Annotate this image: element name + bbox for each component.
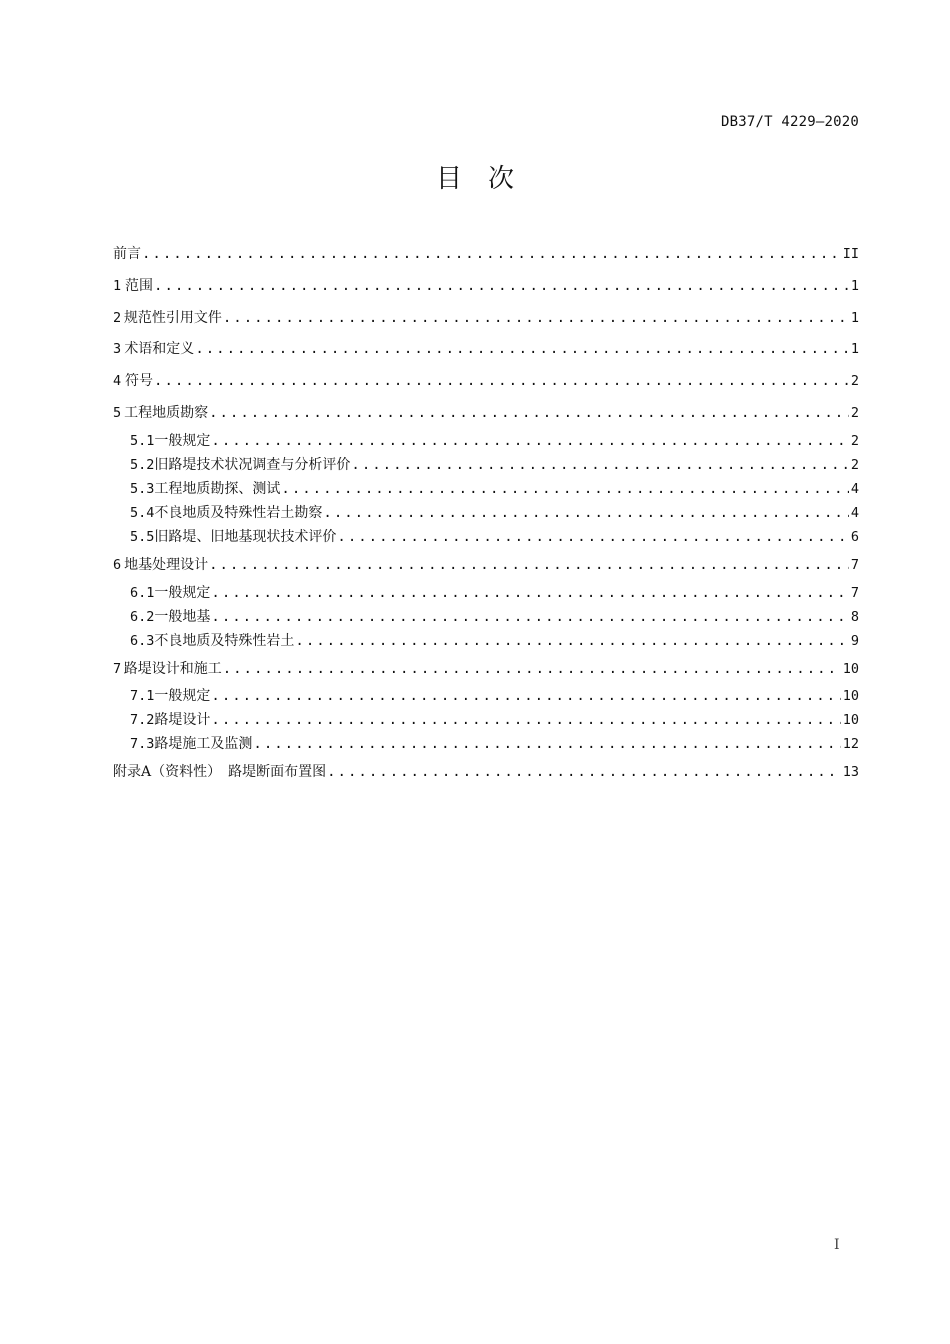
toc-entry-number: 6.3 <box>130 633 155 649</box>
toc-entry-3[interactable] <box>113 338 859 360</box>
toc-entry-label: 范围 <box>125 278 154 294</box>
toc-entry-6[interactable] <box>113 554 859 576</box>
toc-entry-5-3[interactable] <box>130 478 859 500</box>
toc-entry-label: 一般规定 <box>154 585 211 601</box>
toc-leader <box>337 526 848 548</box>
toc-entry-label: 不良地质及特殊性岩土勘察 <box>154 505 323 521</box>
toc-entry-number: 5 <box>113 405 122 421</box>
toc-entry-7[interactable] <box>113 658 859 680</box>
toc-entry-page: 12 <box>842 736 859 752</box>
toc-entry-number: 6 <box>113 557 122 573</box>
toc-leader <box>154 275 849 297</box>
toc-leader <box>142 243 841 265</box>
toc-entry-label: 一般规定 <box>154 433 211 449</box>
toc-entry-page: 2 <box>850 373 859 389</box>
toc-entry-page: 7 <box>850 557 859 573</box>
toc-leader <box>253 733 840 755</box>
toc-leader <box>195 338 849 360</box>
toc-entry-7-1[interactable] <box>130 685 859 707</box>
toc-entry-label: 前言 <box>113 246 141 262</box>
toc-entry-7-3[interactable] <box>130 733 859 755</box>
toc-leader <box>295 630 848 652</box>
toc-entry-number: 3 <box>113 341 122 357</box>
toc-entry-2[interactable] <box>113 307 859 329</box>
toc-entry-appendix-a[interactable] <box>113 761 859 783</box>
toc-entry-label: 旧路堤、旧地基现状技术评价 <box>154 529 337 545</box>
toc-leader <box>211 709 840 731</box>
toc-entry-label: 地基处理设计 <box>124 557 209 573</box>
toc-entry-page: 4 <box>850 481 859 497</box>
toc-leader <box>211 685 840 707</box>
page-title: 目次 <box>435 164 540 194</box>
toc-entry-label: 规范性引用文件 <box>123 310 222 326</box>
toc-entry-5-2[interactable] <box>130 454 859 476</box>
toc-entry-number: 2 <box>113 310 122 326</box>
toc-entry-label: 路堤设计和施工 <box>123 661 222 677</box>
toc-entry-number: 1 <box>113 278 122 294</box>
toc-entry-number: 5.4 <box>130 505 155 521</box>
toc-entry-page: 7 <box>850 585 859 601</box>
toc-entry-number: 5.2 <box>130 457 155 473</box>
standard-code: DB37/T 4229—2020 <box>720 114 859 130</box>
toc-entry-page: 6 <box>850 529 859 545</box>
toc-entry-number: 6.1 <box>130 585 155 601</box>
toc-leader <box>211 606 848 628</box>
toc-entry-page: 2 <box>850 405 859 421</box>
toc-entry-page: 10 <box>842 688 859 704</box>
toc-entry-page: 2 <box>850 433 859 449</box>
toc-entry-5-5[interactable] <box>130 526 859 548</box>
toc-entry-number: 5.1 <box>130 433 155 449</box>
toc-entry-1[interactable] <box>113 275 859 297</box>
toc-leader <box>209 554 849 576</box>
toc-entry-7-2[interactable] <box>130 709 859 731</box>
toc-entry-number: 7 <box>113 661 122 677</box>
toc-leader <box>211 430 848 452</box>
toc-leader <box>223 658 841 680</box>
toc-entry-label: 符号 <box>125 373 154 389</box>
toc-leader <box>209 402 849 424</box>
toc-entry-page: 10 <box>842 712 859 728</box>
toc-entry-page: 10 <box>842 661 859 677</box>
toc-entry-4[interactable] <box>113 370 859 392</box>
toc-leader <box>323 502 848 524</box>
toc-entry-page: 1 <box>850 310 859 326</box>
toc-leader <box>281 478 848 500</box>
toc-entry-number: 6.2 <box>130 609 155 625</box>
toc-entry-page: 13 <box>842 764 859 780</box>
toc-entry-number: 7.1 <box>130 688 155 704</box>
toc-entry-label: 工程地质勘探、测试 <box>154 481 281 497</box>
toc-entry-6-3[interactable] <box>130 630 859 652</box>
toc-entry-6-1[interactable] <box>130 582 859 604</box>
toc-entry-page: II <box>842 246 859 262</box>
toc-entry-label: 一般规定 <box>154 688 211 704</box>
toc-leader <box>211 582 848 604</box>
toc-entry-label: 附录A（资料性） 路堤断面布置图 <box>113 764 327 780</box>
toc-entry-page: 1 <box>850 341 859 357</box>
toc-entry-5-4[interactable] <box>130 502 859 524</box>
toc-entry-page: 4 <box>850 505 859 521</box>
toc-entry-5-1[interactable] <box>130 430 859 452</box>
toc-entry-5[interactable] <box>113 402 859 424</box>
toc-leader <box>351 454 848 476</box>
toc-entry-label: 一般地基 <box>154 609 211 625</box>
toc-entry-page: 1 <box>850 278 859 294</box>
toc-entry-6-2[interactable] <box>130 606 859 628</box>
toc-entry-label: 路堤施工及监测 <box>154 736 253 752</box>
toc-entry-foreword[interactable] <box>113 243 859 265</box>
toc-entry-number: 4 <box>113 373 122 389</box>
toc-entry-page: 8 <box>850 609 859 625</box>
toc-leader <box>154 370 849 392</box>
toc-entry-number: 7.3 <box>130 736 155 752</box>
toc-entry-label: 术语和定义 <box>124 341 195 357</box>
toc-entry-number: 5.5 <box>130 529 155 545</box>
toc-entry-number: 7.2 <box>130 712 155 728</box>
toc-entry-page: 2 <box>850 457 859 473</box>
toc-entry-number: 5.3 <box>130 481 155 497</box>
page-number: I <box>834 1237 840 1253</box>
toc-entry-label: 旧路堤技术状况调查与分析评价 <box>154 457 351 473</box>
toc-leader <box>327 761 841 783</box>
toc-entry-label: 路堤设计 <box>154 712 211 728</box>
toc-entry-label: 工程地质勘察 <box>124 405 209 421</box>
toc-entry-page: 9 <box>850 633 859 649</box>
toc-leader <box>223 307 849 329</box>
toc-entry-label: 不良地质及特殊性岩土 <box>154 633 295 649</box>
